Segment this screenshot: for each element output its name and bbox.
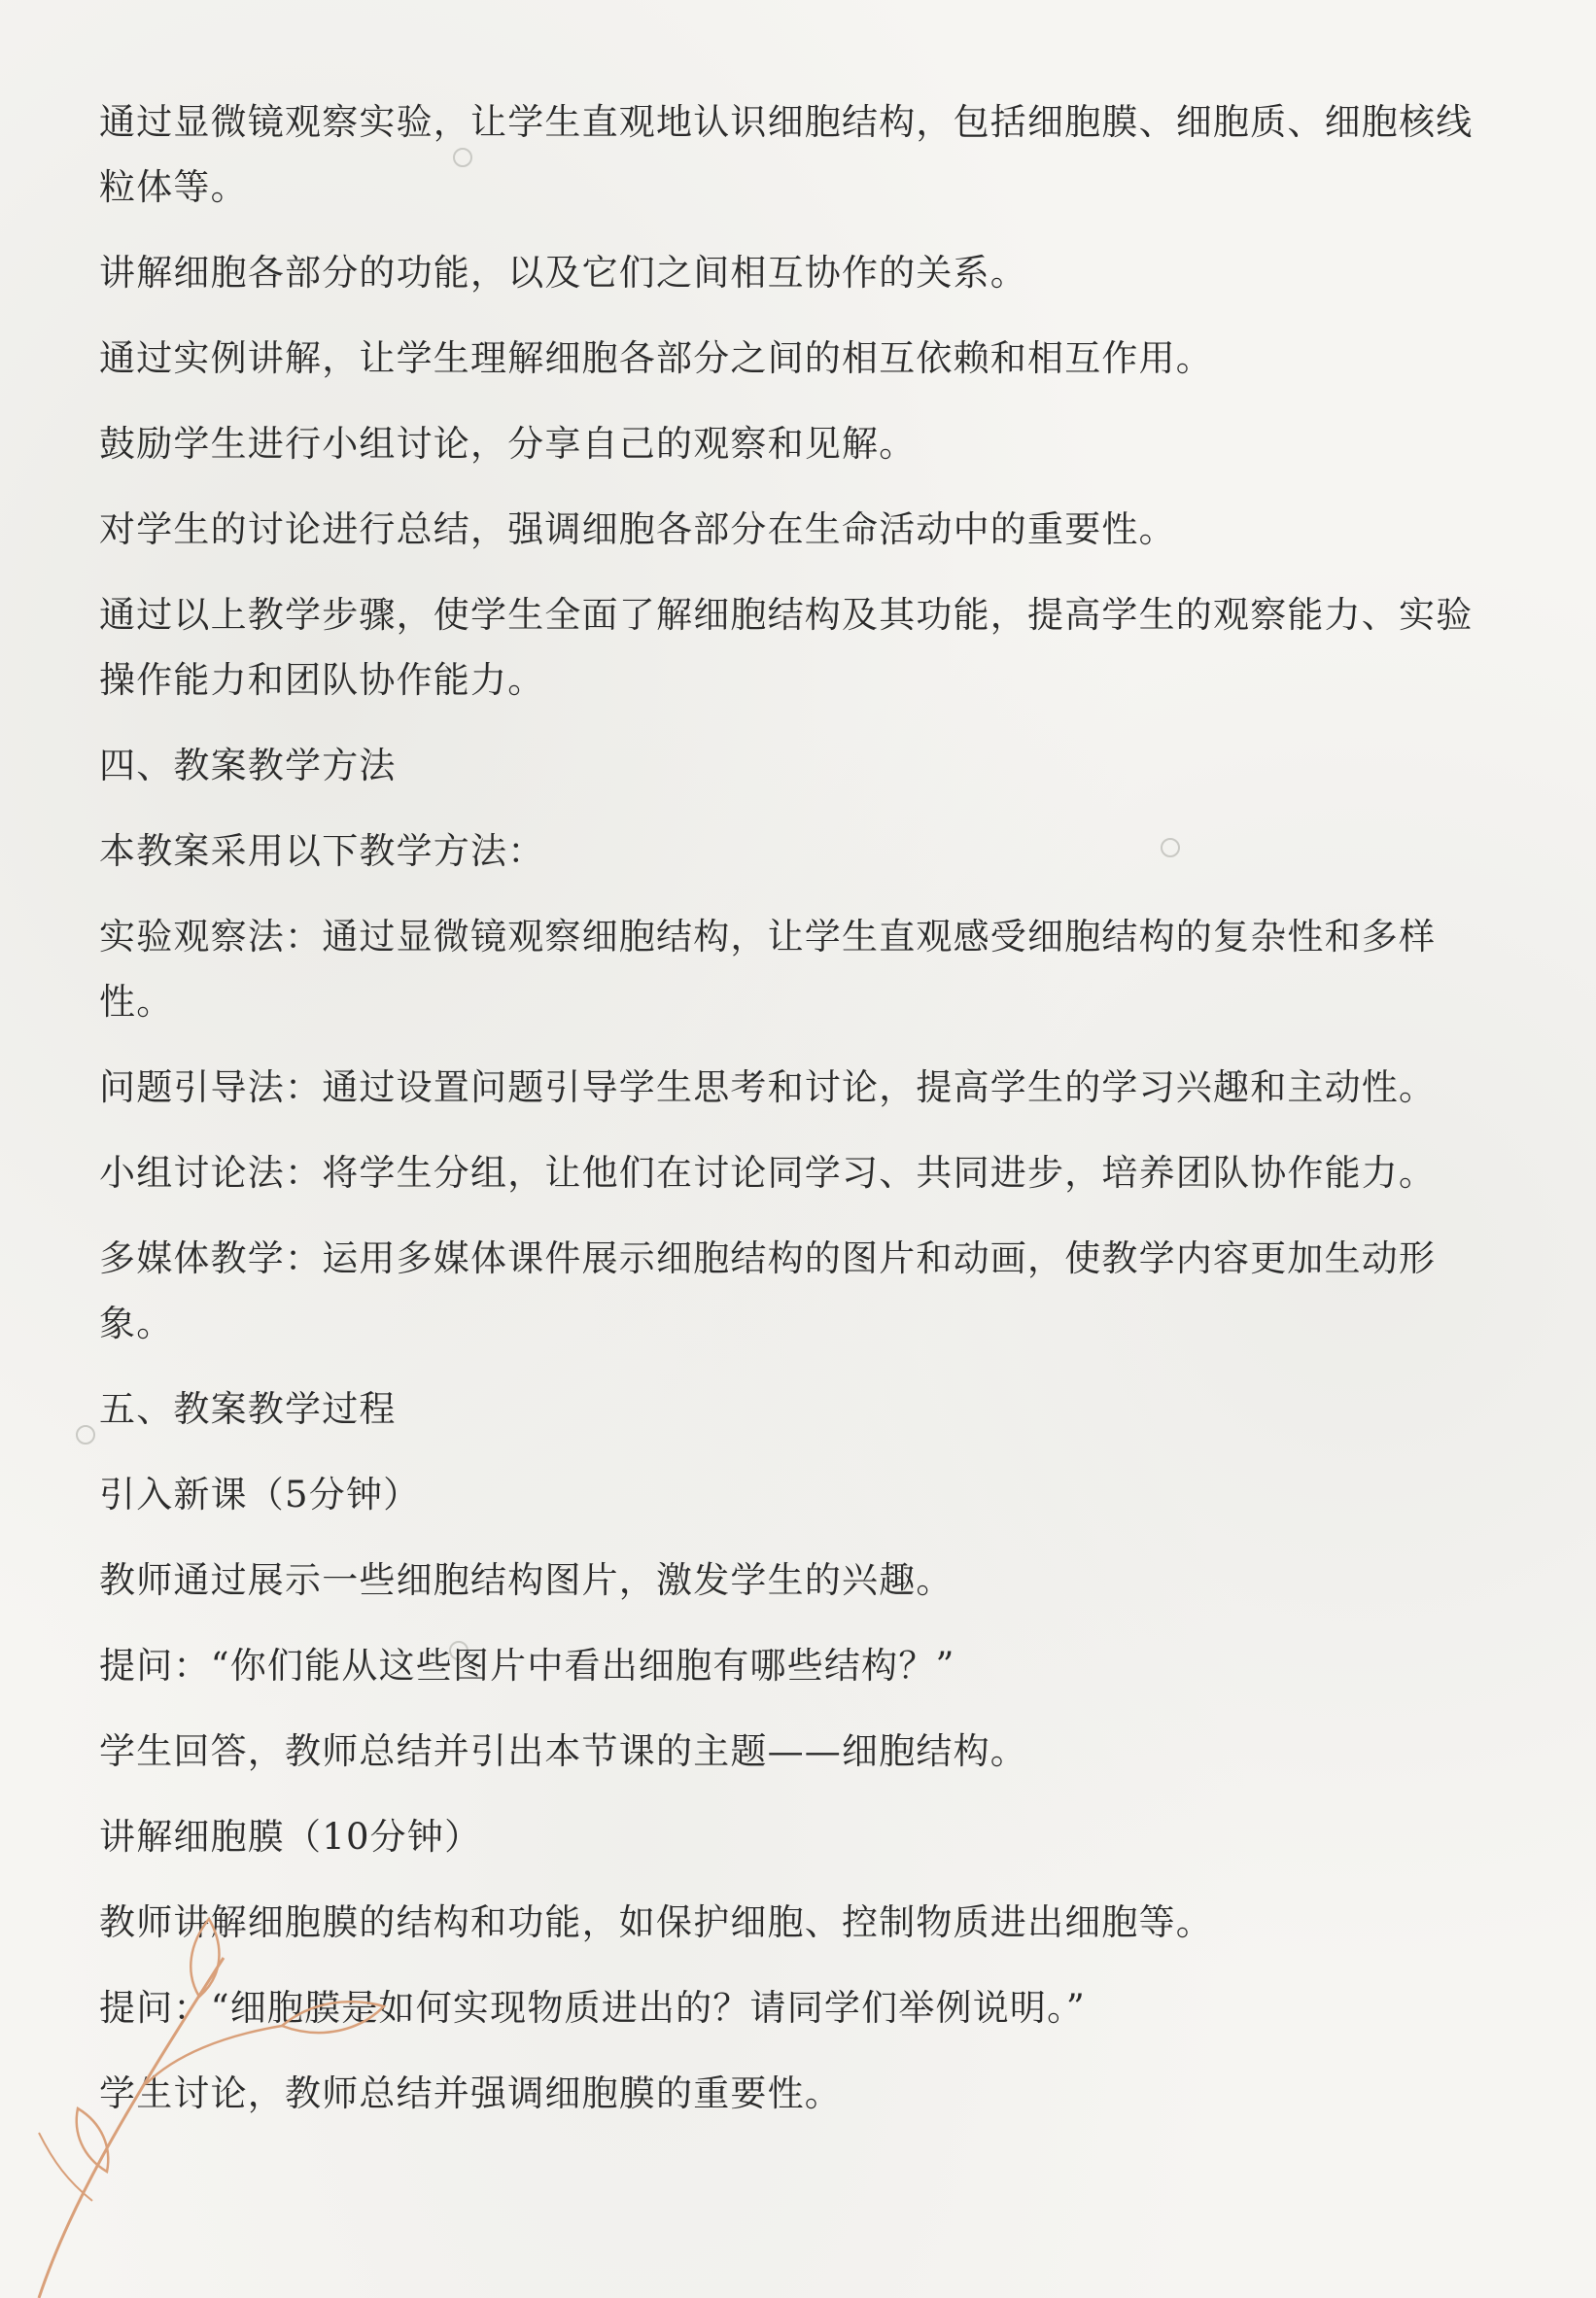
leaf-branch-decoration	[0, 1890, 408, 2298]
branch-stem	[39, 1958, 224, 2298]
paragraph: 讲解细胞各部分的功能，以及它们之间相互协作的关系。	[99, 252, 1027, 294]
leaf-shape	[282, 2002, 384, 2033]
decor-dot	[76, 1425, 95, 1445]
paragraph: 通过显微镜观察实验，让学生直观地认识细胞结构，包括细胞膜、细胞质、细胞核线粒体等。	[99, 101, 1474, 208]
paragraph: 提问：“你们能从这些图片中看出细胞有哪些结构？”	[99, 1645, 955, 1687]
paragraph: 实验观察法：通过显微镜观察细胞结构，让学生直观感受细胞结构的复杂性和多样性。	[99, 916, 1437, 1023]
branch-twig	[146, 2026, 282, 2084]
paragraph: 通过以上教学步骤，使学生全面了解细胞结构及其功能，提高学生的观察能力、实验操作能力和团队协作能力。	[99, 594, 1474, 701]
paragraph: 教师通过展示一些细胞结构图片，激发学生的兴趣。	[99, 1559, 954, 1601]
section-heading: 四、教案教学方法	[99, 745, 397, 786]
paragraph: 学生回答，教师总结并引出本节课的主题——细胞结构。	[99, 1730, 1027, 1772]
leaf-shape	[77, 2108, 109, 2172]
subsection-heading: 讲解细胞膜（10分钟）	[99, 1816, 482, 1858]
paragraph: 鼓励学生进行小组讨论，分享自己的观察和见解。	[99, 423, 917, 465]
paragraph: 提问：“细胞膜是如何实现物质进出的？请同学们举例说明。”	[99, 1987, 1086, 2029]
paragraph: 本教案采用以下教学方法：	[99, 830, 545, 872]
paragraph: 小组讨论法：将学生分组，让他们在讨论同学习、共同进步，培养团队协作能力。	[99, 1152, 1437, 1194]
paragraph: 教师讲解细胞膜的结构和功能，如保护细胞、控制物质进出细胞等。	[99, 1901, 1213, 1943]
subsection-heading: 引入新课（5分钟）	[99, 1474, 421, 1515]
paragraph: 学生讨论，教师总结并强调细胞膜的重要性。	[99, 2072, 842, 2114]
section-heading: 五、教案教学过程	[99, 1388, 397, 1430]
paragraph: 多媒体教学：运用多媒体课件展示细胞结构的图片和动画，使教学内容更加生动形象。	[99, 1237, 1437, 1344]
paragraph: 对学生的讨论进行总结，强调细胞各部分在生命活动中的重要性。	[99, 508, 1176, 550]
paragraph: 通过实例讲解，让学生理解细胞各部分之间的相互依赖和相互作用。	[99, 337, 1213, 379]
paragraph: 问题引导法：通过设置问题引导学生思考和讨论，提高学生的学习兴趣和主动性。	[99, 1066, 1437, 1108]
document-body	[99, 89, 1499, 2146]
